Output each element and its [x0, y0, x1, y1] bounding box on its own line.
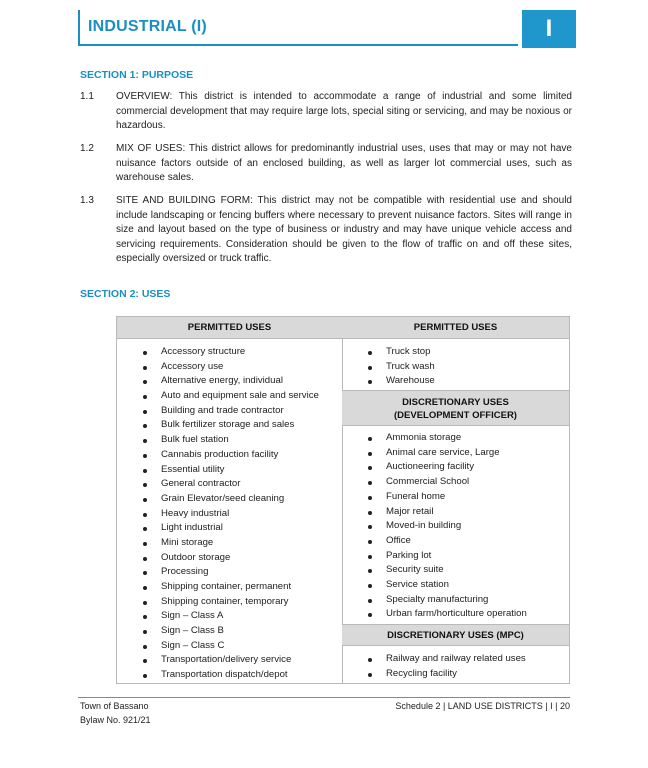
footer-town: Town of Bassano [80, 701, 149, 711]
list-item: Railway and railway related uses [342, 652, 569, 667]
page-title: INDUSTRIAL (I) [88, 18, 207, 35]
discretionary-uses-mpc-list [342, 652, 569, 681]
list-item: Commercial School [342, 475, 569, 490]
list-item: Bulk fuel station [117, 433, 342, 448]
list-item: Cannabis production facility [117, 448, 342, 463]
list-item: Outdoor storage [117, 551, 342, 566]
list-item: Essential utility [117, 463, 342, 478]
list-item: Shipping container, temporary [117, 595, 342, 610]
item-text: SITE AND BUILDING FORM: This district may not be compatible with residential use and should include landscaping or fencing buffers where necessary to prevent nuisance factors. Sites will range in size and layout based on the type of business or industry and may have unique vehicle access and servicing requirements. Consideration should be given to the flow of traffic on and off these sites, especially oversized or truck traffic. [116, 195, 572, 265]
footer-schedule: Schedule 2 | LAND USE DISTRICTS | I | 20 [395, 701, 570, 711]
uses-right-column [342, 317, 569, 683]
list-item: Alternative energy, individual [117, 374, 342, 389]
district-title-box [78, 10, 518, 46]
list-item: Sign – Class C [117, 639, 342, 654]
list-item: Major retail [342, 505, 569, 520]
footer-bylaw: Bylaw No. 921/21 [80, 715, 151, 725]
list-item: Transportation dispatch/depot [117, 668, 342, 683]
list-item: Specialty manufacturing [342, 593, 569, 608]
permitted-uses-header-continued: PERMITTED USES [342, 317, 569, 339]
list-item: Transportation/delivery service [117, 653, 342, 668]
list-item: Auto and equipment sale and service [117, 389, 342, 404]
district-letter-badge: I [522, 10, 576, 48]
permitted-uses-header: PERMITTED USES [117, 317, 342, 339]
list-item: Heavy industrial [117, 507, 342, 522]
section-2-heading: SECTION 2: USES [80, 288, 171, 300]
list-item: Warehouse [342, 374, 569, 389]
list-item: Grain Elevator/seed cleaning [117, 492, 342, 507]
permitted-uses-list [117, 345, 342, 683]
item-text: OVERVIEW: This district is intended to accommodate a range of industrial and some limited commercial development that may require large lots, special siting or servicing, and may be noxious or hazardous. [116, 91, 572, 132]
discretionary-header-line2: (DEVELOPMENT OFFICER) [394, 410, 517, 422]
purpose-item-3 [80, 194, 572, 267]
list-item: Truck stop [342, 345, 569, 360]
list-item: Accessory use [117, 360, 342, 375]
list-item: Animal care service, Large [342, 446, 569, 461]
list-item: Building and trade contractor [117, 404, 342, 419]
list-item: Urban farm/horticulture operation [342, 607, 569, 622]
list-item: Sign – Class A [117, 609, 342, 624]
list-item: Auctioneering facility [342, 460, 569, 475]
list-item: Light industrial [117, 521, 342, 536]
list-item: Security suite [342, 563, 569, 578]
discretionary-uses-officer-list [342, 431, 569, 622]
uses-left-column [117, 317, 343, 683]
discretionary-uses-officer-header [342, 390, 569, 426]
list-item: Shipping container, permanent [117, 580, 342, 595]
list-item: Processing [117, 565, 342, 580]
list-item: Office [342, 534, 569, 549]
list-item: Moved-in building [342, 519, 569, 534]
uses-table [116, 316, 570, 684]
discretionary-header-line1: DISCRETIONARY USES [402, 397, 509, 409]
permitted-uses-list-continued [342, 345, 569, 389]
list-item: Sign – Class B [117, 624, 342, 639]
footer-divider [78, 697, 570, 698]
list-item: Service station [342, 578, 569, 593]
section-1-heading: SECTION 1: PURPOSE [80, 69, 194, 81]
list-item: Bulk fertilizer storage and sales [117, 418, 342, 433]
list-item: General contractor [117, 477, 342, 492]
list-item: Truck wash [342, 360, 569, 375]
list-item: Funeral home [342, 490, 569, 505]
list-item: Accessory structure [117, 345, 342, 360]
item-text: MIX OF USES: This district allows for predominantly industrial uses, uses that may or may not have nuisance factors outside of an enclosed building, as well as larger lot commercial uses, such as warehouse sales. [116, 143, 572, 184]
purpose-item-1 [80, 90, 572, 134]
purpose-item-2 [80, 142, 572, 186]
item-number: 1.1 [80, 91, 94, 102]
list-item: Recycling facility [342, 667, 569, 682]
list-item: Parking lot [342, 549, 569, 564]
list-item: Mini storage [117, 536, 342, 551]
item-number: 1.3 [80, 195, 94, 206]
item-number: 1.2 [80, 143, 94, 154]
list-item: Ammonia storage [342, 431, 569, 446]
discretionary-uses-mpc-header: DISCRETIONARY USES (MPC) [342, 624, 569, 646]
